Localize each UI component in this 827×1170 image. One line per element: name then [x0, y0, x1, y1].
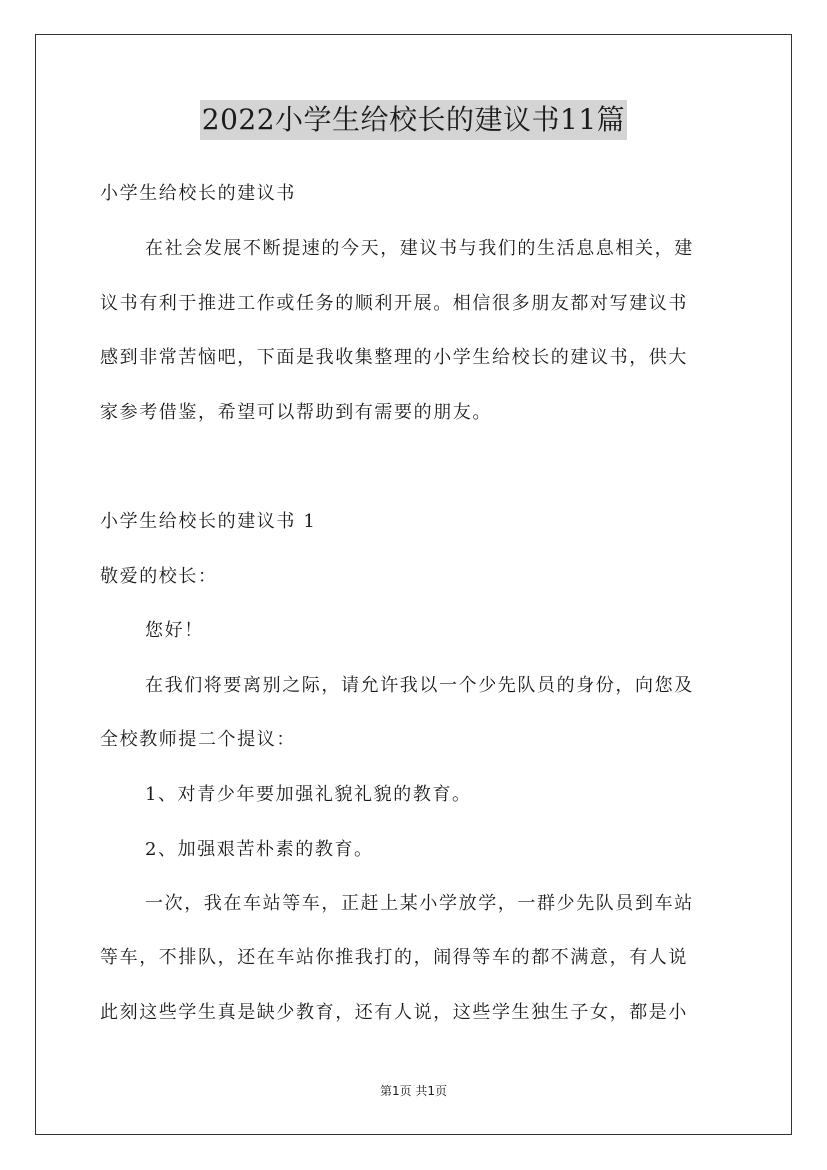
paragraph-line: 议书有利于推进工作或任务的顺利开展。相信很多朋友都对写建议书: [100, 293, 688, 314]
paragraph-line: 一次，我在车站等车，正赶上某小学放学，一群少先队员到车站: [145, 893, 694, 914]
title-container: [0, 100, 827, 140]
paragraph-line: 在我们将要离别之际，请允许我以一个少先队员的身份，向您及: [145, 675, 694, 696]
list-item: 1、对青少年要加强礼貌礼貌的教育。: [145, 784, 472, 805]
section-heading: 小学生给校长的建议书 1: [100, 511, 317, 532]
paragraph-line: 全校教师提二个提议：: [100, 729, 296, 750]
list-item: 2、加强艰苦朴素的教育。: [145, 839, 374, 860]
greeting: 您好！: [145, 620, 204, 641]
salutation: 敬爱的校长：: [100, 566, 218, 587]
page-footer: 第1页 共1页: [379, 1084, 448, 1098]
paragraph-line: 此刻这些学生真是缺少教育，还有人说，这些学生独生子女，都是小: [100, 1002, 688, 1023]
document-title: 2022小学生给校长的建议书11篇: [200, 100, 627, 140]
paragraph-line: 在社会发展不断提速的今天，建议书与我们的生活息息相关，建: [145, 238, 694, 259]
paragraph-line: 家参考借鉴，希望可以帮助到有需要的朋友。: [100, 402, 492, 423]
paragraph-line: 感到非常苦恼吧，下面是我收集整理的小学生给校长的建议书，供大: [100, 347, 688, 368]
paragraph-line: 等车，不排队，还在车站你推我打的，闹得等车的都不满意，有人说: [100, 947, 688, 968]
intro-heading: 小学生给校长的建议书: [100, 183, 296, 204]
